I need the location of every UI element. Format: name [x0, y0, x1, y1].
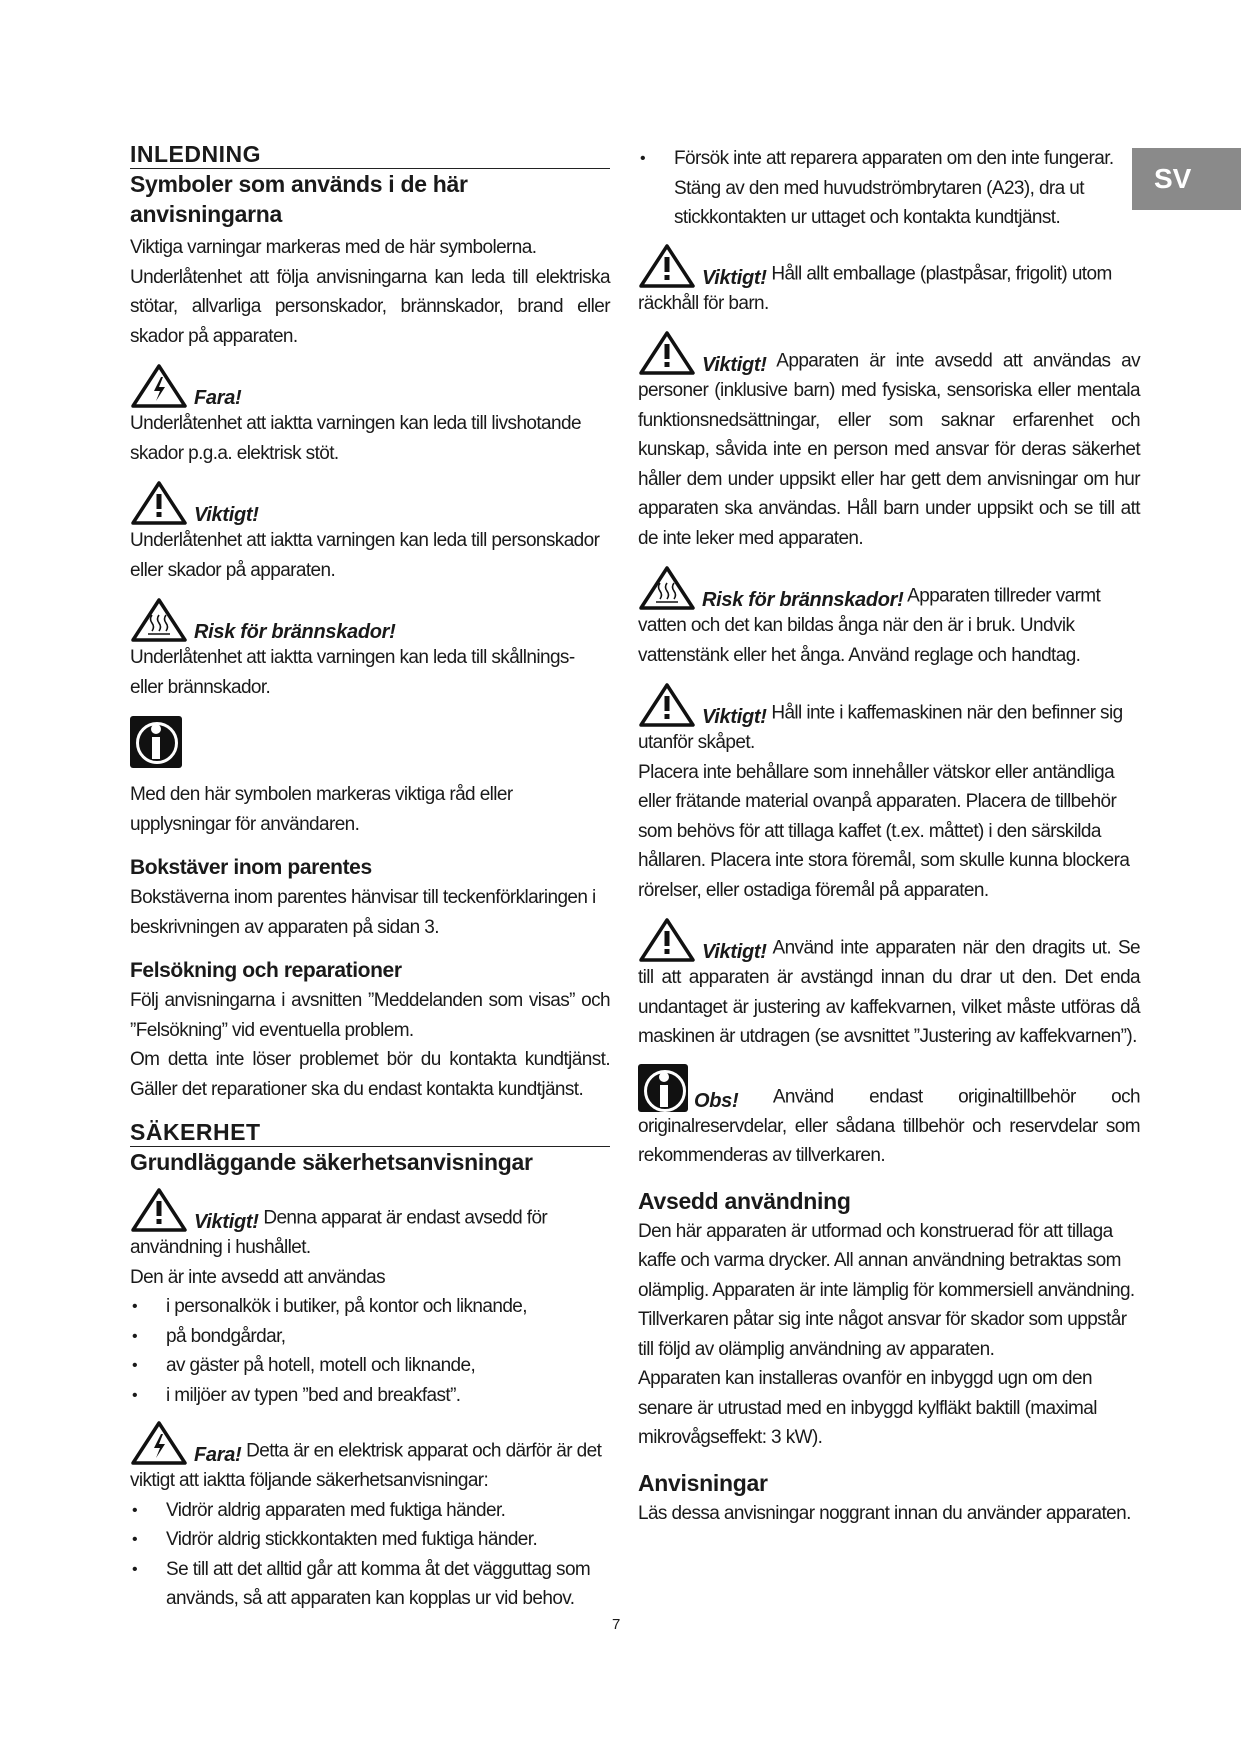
warning-text: Detta är en elektrisk apparat och därför är det viktigt att iaktta följande säkerhetsanvisningar: — [130, 1440, 602, 1491]
warning-fara — [130, 363, 610, 409]
paragraph: Läs dessa anvisningar noggrant innan du använder apparaten. — [638, 1502, 1131, 1524]
exclamation-warning-icon — [130, 480, 188, 526]
list-item: • av gäster på hotell, motell och liknande, — [130, 1351, 610, 1381]
exclamation-warning-icon — [638, 917, 696, 963]
list-item: • på bondgårdar, — [130, 1322, 610, 1352]
warning-viktigt — [130, 480, 610, 526]
subsection-title-safety: Grundläggande säkerhetsanvisningar — [130, 1146, 610, 1177]
paragraph: Placera inte behållare som innehåller vätskor eller antändliga eller frätande material ovanpå apparaten. Placera de tillbehör som behövs för att tillaga kaffet (t.ex. måttet) i den särskilda hållaren. Placera inte stora föremål, som skulle kunna blockera rörelser, eller ostadiga föremål på apparaten. — [638, 761, 1130, 901]
paragraph: Viktiga varningar markeras med de här symbolerna. — [130, 237, 537, 258]
warning-label: Viktigt! — [194, 504, 259, 526]
paragraph: Följ anvisningarna i avsnitten ”Meddelanden som visas” och ”Felsökning” vid eventuella problem. — [130, 990, 610, 1041]
warning-label: Risk för brännskador! — [702, 589, 904, 611]
paragraph: Den här apparaten är utformad och konstruerad för att tillaga kaffe och varma drycker. All annan användning betraktas som olämplig. Apparaten är inte lämplig för kommersiell användning. — [638, 1220, 1135, 1301]
paragraph: Med den här symbolen markeras viktiga råd eller upplysningar för användaren. — [130, 784, 513, 835]
warning-label: Viktigt! — [702, 354, 767, 376]
paragraph: Om detta inte löser problemet bör du kontakta kundtjänst. Gäller det reparationer ska du endast kontakta kundtjänst. — [130, 1049, 610, 1100]
paragraph: Underlåtenhet att iaktta varningen kan leda till skållnings- eller brännskador. — [130, 647, 575, 698]
language-tab: SV — [1132, 148, 1241, 210]
exclamation-warning-icon — [130, 1187, 188, 1233]
warning-packaging — [638, 243, 1140, 319]
section-title-intro: INLEDNING — [130, 141, 261, 167]
warning-cabinet — [638, 682, 1140, 758]
paragraph: Underlåtenhet att iaktta varningen kan leda till personskador eller skador på apparaten. — [130, 530, 600, 581]
warning-text: Använd inte apparaten när den dragits ut. Se till att apparaten är avstängd innan du drar ut den. Det enda undantaget är justering av kaffekvarnen, vilket måste utföras då maskinen är utdragen (se avsnittet ”Justering av kaffekvarnen”). — [638, 937, 1140, 1047]
warning-label: Fara! — [194, 387, 242, 409]
paragraph: Tillverkaren påtar sig inte något ansvar för skador som uppstår till följd av olämplig användning av apparaten. — [638, 1309, 1127, 1360]
warning-burns — [638, 565, 1140, 670]
warning-text: Apparaten tillreder varmt vatten och det kan bildas ånga när den är i bruk. Undvik vattenstänk eller het ånga. Använd reglage och handtag. — [638, 585, 1101, 666]
warning-pulled-out — [638, 917, 1140, 1052]
warning-risk — [130, 597, 610, 643]
list-item: • Se till att det alltid går att komma åt det vägguttag som används, så att apparaten kan kopplas ur vid behov. — [130, 1555, 610, 1614]
note-text: Använd endast originaltillbehör och originalreservdelar, eller sådana tillbehör och reservdelar som rekommenderas av tillverkaren. — [638, 1086, 1140, 1166]
paragraph: Den är inte avsedd att användas — [130, 1266, 385, 1288]
warning-text: Håll allt emballage (plastpåsar, frigolit) utom räckhåll för barn. — [638, 263, 1112, 314]
info-symbol — [130, 716, 610, 770]
info-icon — [638, 1064, 688, 1112]
exclamation-warning-icon — [638, 243, 696, 289]
subsection-title-symbols: Symboler som används i de här anvisningarna — [130, 168, 610, 229]
exclamation-warning-icon — [638, 330, 696, 376]
info-icon — [130, 716, 182, 768]
right-column — [638, 144, 1140, 1528]
warning-label: Viktigt! — [702, 266, 767, 289]
page-number: 7 — [612, 1616, 621, 1633]
electric-hazard-icon — [130, 363, 188, 409]
heading-instructions: Anvisningar — [638, 1469, 768, 1496]
repair-list — [638, 144, 1140, 233]
paragraph: Apparaten kan installeras ovanför en inbyggd ugn om den senare är utrustad med en inbyggd kylfläkt baktill (maximal mikrovågseffekt: 3 kW). — [638, 1368, 1097, 1448]
paragraph: Underlåtenhet att följa anvisningarna kan leda till elektriska stötar, allvarliga personskador, brännskador, brand eller skador på apparaten. — [130, 266, 610, 347]
list-item: • Vidrör aldrig stickkontakten med fuktiga händer. — [130, 1525, 610, 1555]
warning-persons — [638, 330, 1140, 553]
section-title-safety: SÄKERHET — [130, 1119, 261, 1145]
list-item: • Försök inte att reparera apparaten om den inte fungerar. Stäng av den med huvudströmbrytaren (A23), dra ut stickkontakten ur uttaget och kontakta kundtjänst. — [638, 144, 1140, 233]
warning-text: Denna apparat är endast avsedd för användning i hushållet. — [130, 1207, 548, 1258]
heading-troubleshooting: Felsökning och reparationer — [130, 959, 402, 982]
note-label: Obs! — [694, 1089, 739, 1112]
warning-text: Apparaten är inte avsedd att användas av personer (inklusive barn) med fysiska, sensoriska eller mentala funktionsnedsättningar, eller som saknar erfarenhet och kunskap, såvida inte en person med ansvar för deras säkerhet håller dem under uppsikt eller har gett dem anvisningar om hur apparaten ska användas. Håll barn under uppsikt och se till att de inte leker med apparaten. — [638, 350, 1140, 549]
hot-surface-icon — [638, 565, 696, 611]
warning-viktigt-household — [130, 1187, 610, 1263]
note-obs — [638, 1064, 1140, 1171]
paragraph: Bokstäverna inom parentes hänvisar till teckenförklaringen i beskrivningen av apparaten på sidan 3. — [130, 887, 596, 938]
hot-surface-icon — [130, 597, 188, 643]
electric-hazard-icon — [130, 1420, 188, 1466]
exclamation-warning-icon — [638, 682, 696, 728]
warning-label: Viktigt! — [194, 1211, 259, 1233]
warning-label: Fara! — [194, 1444, 242, 1466]
not-intended-list — [130, 1292, 610, 1410]
left-column — [130, 140, 610, 1614]
warning-fara-electric — [130, 1420, 610, 1496]
list-item: • Vidrör aldrig apparaten med fuktiga händer. — [130, 1496, 610, 1526]
list-item: • i personalkök i butiker, på kontor och liknande, — [130, 1292, 610, 1322]
warning-text: Håll inte i kaffemaskinen när den befinner sig utanför skåpet. — [638, 702, 1123, 753]
heading-intended-use: Avsedd användning — [638, 1187, 851, 1214]
paragraph: Underlåtenhet att iaktta varningen kan leda till livshotande skador p.g.a. elektrisk stöt. — [130, 413, 581, 464]
warning-label: Viktigt! — [702, 941, 767, 963]
electric-safety-list — [130, 1496, 610, 1614]
list-item: • i miljöer av typen ”bed and breakfast”. — [130, 1381, 610, 1411]
warning-label: Viktigt! — [702, 706, 767, 728]
heading-letters: Bokstäver inom parentes — [130, 856, 372, 879]
warning-label: Risk för brännskador! — [194, 621, 396, 643]
